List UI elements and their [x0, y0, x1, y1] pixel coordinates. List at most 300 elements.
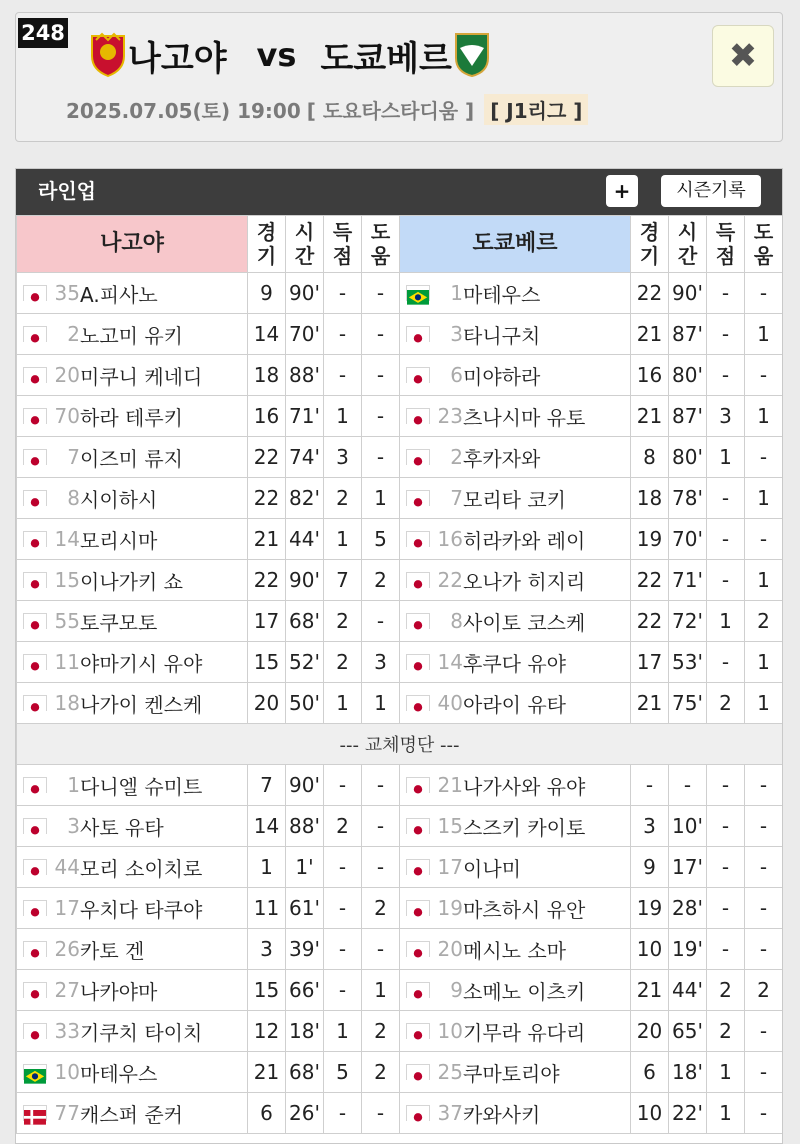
- games-cell: 17: [248, 601, 286, 642]
- home-team-column: 나고야: [17, 216, 248, 273]
- player-cell[interactable]: [17, 806, 248, 847]
- minutes-column: 시 간: [286, 216, 324, 273]
- table-row: [17, 929, 783, 970]
- player-cell[interactable]: [400, 765, 631, 806]
- minutes-cell: -: [669, 765, 707, 806]
- player-cell[interactable]: [400, 601, 631, 642]
- player-name[interactable]: 하라 테루키: [80, 405, 183, 430]
- minutes-cell: 17': [669, 847, 707, 888]
- table-row: [17, 519, 783, 560]
- nagoya-crest-icon: [88, 32, 128, 78]
- japan-flag-icon: [23, 572, 47, 588]
- player-number: 7: [67, 445, 80, 469]
- assists-cell: -: [362, 273, 400, 314]
- player-number: 9: [450, 978, 463, 1002]
- japan-flag-icon: [406, 490, 430, 506]
- player-number: 18: [54, 691, 80, 715]
- player-name[interactable]: A.피사노: [80, 282, 158, 307]
- player-number: 7: [450, 486, 463, 510]
- goals-cell: -: [324, 847, 362, 888]
- player-number: 2: [67, 322, 80, 346]
- games-column: 경 기: [631, 216, 669, 273]
- games-cell: 21: [631, 970, 669, 1011]
- games-cell: 16: [248, 396, 286, 437]
- player-number: 70: [54, 404, 80, 428]
- minutes-cell: 28': [669, 888, 707, 929]
- minutes-cell: 26': [286, 1093, 324, 1134]
- assists-cell: 2: [362, 888, 400, 929]
- assists-cell: -: [362, 396, 400, 437]
- player-name[interactable]: 카토 겐: [80, 938, 145, 963]
- player-cell[interactable]: [400, 273, 631, 314]
- games-column: 경 기: [248, 216, 286, 273]
- japan-flag-icon: [406, 326, 430, 342]
- japan-flag-icon: [406, 777, 430, 793]
- table-row: [17, 765, 783, 806]
- player-number: 17: [54, 896, 80, 920]
- assists-cell: -: [362, 765, 400, 806]
- player-name[interactable]: 나가이 켄스케: [80, 692, 203, 717]
- japan-flag-icon: [406, 1023, 430, 1039]
- away-team-name: 도쿄베르: [320, 38, 452, 79]
- player-name[interactable]: 후쿠다 유야: [463, 651, 566, 676]
- player-name[interactable]: 사토 유타: [80, 815, 164, 840]
- goals-cell: -: [707, 560, 745, 601]
- assists-cell: -: [362, 1093, 400, 1134]
- assists-cell: -: [362, 929, 400, 970]
- player-cell[interactable]: [17, 478, 248, 519]
- japan-flag-icon: [406, 449, 430, 465]
- minutes-cell: 90': [286, 560, 324, 601]
- assists-cell: 1: [745, 642, 783, 683]
- minutes-cell: 44': [286, 519, 324, 560]
- assists-cell: -: [362, 806, 400, 847]
- player-number: 1: [450, 281, 463, 305]
- goals-cell: -: [707, 478, 745, 519]
- table-row: [17, 273, 783, 314]
- table-row: [17, 1052, 783, 1093]
- goals-cell: -: [707, 847, 745, 888]
- player-name[interactable]: 소메노 이츠키: [463, 979, 586, 1004]
- player-cell[interactable]: [17, 314, 248, 355]
- minutes-cell: 70': [669, 519, 707, 560]
- player-cell[interactable]: [400, 314, 631, 355]
- minutes-cell: 88': [286, 355, 324, 396]
- minutes-cell: 39': [286, 929, 324, 970]
- player-cell[interactable]: [400, 355, 631, 396]
- player-cell[interactable]: [400, 929, 631, 970]
- minutes-cell: 90': [286, 765, 324, 806]
- player-cell[interactable]: [17, 970, 248, 1011]
- player-cell[interactable]: [17, 1011, 248, 1052]
- player-cell[interactable]: [17, 519, 248, 560]
- minutes-cell: 70': [286, 314, 324, 355]
- games-cell: 19: [631, 888, 669, 929]
- games-cell: 22: [248, 478, 286, 519]
- table-row: [17, 1011, 783, 1052]
- player-number: 23: [437, 404, 463, 428]
- player-name[interactable]: 우치다 타쿠야: [80, 897, 203, 922]
- assists-cell: -: [745, 806, 783, 847]
- player-name[interactable]: 기쿠치 타이치: [80, 1020, 203, 1045]
- goals-cell: 3: [707, 396, 745, 437]
- japan-flag-icon: [23, 941, 47, 957]
- brazil-flag-icon: [406, 285, 430, 301]
- games-cell: 22: [248, 560, 286, 601]
- player-name[interactable]: 마츠하시 유안: [463, 897, 586, 922]
- minutes-cell: 22': [669, 1093, 707, 1134]
- player-name[interactable]: 나가사와 유야: [463, 774, 586, 799]
- assists-cell: -: [745, 847, 783, 888]
- player-number: 15: [54, 568, 80, 592]
- assists-cell: -: [362, 601, 400, 642]
- player-name[interactable]: 모리타 코키: [463, 487, 566, 512]
- goals-column: 득 점: [707, 216, 745, 273]
- japan-flag-icon: [406, 982, 430, 998]
- minutes-cell: 72': [669, 601, 707, 642]
- player-name[interactable]: 마테우스: [80, 1061, 158, 1086]
- player-cell[interactable]: [17, 929, 248, 970]
- japan-flag-icon: [406, 408, 430, 424]
- games-cell: 21: [631, 396, 669, 437]
- minutes-cell: 78': [669, 478, 707, 519]
- goals-cell: 1: [324, 519, 362, 560]
- player-name[interactable]: 이나가키 쇼: [80, 569, 183, 594]
- player-cell[interactable]: [17, 765, 248, 806]
- minutes-cell: 61': [286, 888, 324, 929]
- assists-cell: 1: [745, 396, 783, 437]
- player-cell[interactable]: [17, 1093, 248, 1134]
- assists-cell: -: [745, 765, 783, 806]
- games-cell: 6: [631, 1052, 669, 1093]
- player-cell[interactable]: [400, 888, 631, 929]
- player-name[interactable]: 미야하라: [463, 364, 541, 389]
- player-name[interactable]: 캐스퍼 준커: [80, 1102, 183, 1127]
- games-cell: 1: [248, 847, 286, 888]
- table-row: [17, 437, 783, 478]
- games-cell: 16: [631, 355, 669, 396]
- match-info-line: [66, 94, 588, 125]
- games-cell: 22: [631, 273, 669, 314]
- minutes-cell: 87': [669, 396, 707, 437]
- assists-cell: -: [362, 847, 400, 888]
- games-cell: 12: [248, 1011, 286, 1052]
- player-cell[interactable]: [400, 970, 631, 1011]
- table-row: [17, 478, 783, 519]
- goals-cell: -: [324, 273, 362, 314]
- minutes-cell: 19': [669, 929, 707, 970]
- games-cell: 14: [248, 806, 286, 847]
- minutes-cell: 53': [669, 642, 707, 683]
- games-cell: 18: [631, 478, 669, 519]
- goals-cell: -: [707, 519, 745, 560]
- japan-flag-icon: [406, 1064, 430, 1080]
- games-cell: 18: [248, 355, 286, 396]
- goals-cell: -: [324, 888, 362, 929]
- player-name[interactable]: 다니엘 슈미트: [80, 774, 203, 799]
- table-row: [17, 601, 783, 642]
- japan-flag-icon: [406, 941, 430, 957]
- minutes-cell: 50': [286, 683, 324, 724]
- assists-cell: -: [745, 273, 783, 314]
- player-cell[interactable]: [17, 560, 248, 601]
- table-row: [17, 847, 783, 888]
- lineup-title: 라인업: [38, 179, 96, 203]
- minutes-cell: 52': [286, 642, 324, 683]
- games-cell: 11: [248, 888, 286, 929]
- assists-column: 도 움: [745, 216, 783, 273]
- goals-cell: -: [324, 355, 362, 396]
- goals-cell: 2: [707, 1011, 745, 1052]
- table-row: [17, 1093, 783, 1134]
- games-cell: 21: [248, 1052, 286, 1093]
- player-name[interactable]: 스즈키 카이토: [463, 815, 586, 840]
- games-cell: 20: [248, 683, 286, 724]
- japan-flag-icon: [23, 449, 47, 465]
- player-name[interactable]: 미쿠니 케네디: [80, 364, 203, 389]
- goals-cell: -: [707, 314, 745, 355]
- goals-cell: 2: [707, 683, 745, 724]
- player-cell[interactable]: [17, 847, 248, 888]
- minutes-cell: 68': [286, 601, 324, 642]
- player-cell[interactable]: [400, 683, 631, 724]
- close-button[interactable]: [712, 25, 774, 87]
- goals-cell: 3: [324, 437, 362, 478]
- assists-cell: 1: [362, 970, 400, 1011]
- goals-cell: -: [707, 355, 745, 396]
- player-cell[interactable]: [400, 560, 631, 601]
- assists-cell: -: [745, 355, 783, 396]
- player-name[interactable]: 토쿠모토: [80, 610, 158, 635]
- minutes-cell: 80': [669, 437, 707, 478]
- assists-cell: 1: [362, 683, 400, 724]
- minutes-cell: 75': [669, 683, 707, 724]
- minutes-cell: 18': [286, 1011, 324, 1052]
- minutes-cell: 90': [669, 273, 707, 314]
- goals-cell: -: [707, 806, 745, 847]
- assists-cell: 2: [362, 1052, 400, 1093]
- player-cell[interactable]: [400, 1011, 631, 1052]
- player-number: 8: [67, 486, 80, 510]
- away-team-column: 도쿄베르: [400, 216, 631, 273]
- goals-cell: 2: [324, 478, 362, 519]
- goals-cell: 2: [324, 601, 362, 642]
- player-cell[interactable]: [400, 478, 631, 519]
- player-name[interactable]: 기무라 유다리: [463, 1020, 586, 1045]
- games-cell: 14: [248, 314, 286, 355]
- player-name[interactable]: 츠나시마 유토: [463, 405, 586, 430]
- player-name[interactable]: 모리시마: [80, 528, 158, 553]
- player-cell[interactable]: [400, 396, 631, 437]
- player-cell[interactable]: [400, 847, 631, 888]
- tokyo-verdy-crest-icon: [452, 32, 492, 78]
- table-row: [17, 970, 783, 1011]
- home-team-name: 나고야: [128, 38, 227, 79]
- player-cell[interactable]: [400, 437, 631, 478]
- japan-flag-icon: [406, 572, 430, 588]
- goals-cell: 1: [324, 1011, 362, 1052]
- minutes-cell: 68': [286, 1052, 324, 1093]
- games-cell: 3: [248, 929, 286, 970]
- assists-cell: -: [745, 888, 783, 929]
- games-cell: 7: [248, 765, 286, 806]
- player-number: 8: [450, 609, 463, 633]
- player-number: 10: [54, 1060, 80, 1084]
- japan-flag-icon: [23, 777, 47, 793]
- player-number: 1: [67, 773, 80, 797]
- player-name[interactable]: 메시노 소마: [463, 938, 566, 963]
- player-number: 27: [54, 978, 80, 1002]
- assists-cell: 1: [745, 560, 783, 601]
- denmark-flag-icon: [23, 1105, 47, 1121]
- goals-cell: -: [324, 765, 362, 806]
- assists-cell: -: [745, 1052, 783, 1093]
- goals-cell: -: [707, 765, 745, 806]
- assists-cell: -: [745, 929, 783, 970]
- player-cell[interactable]: [400, 806, 631, 847]
- assists-cell: -: [362, 355, 400, 396]
- player-name[interactable]: 이나미: [463, 856, 521, 881]
- vs-label: vs: [256, 36, 297, 74]
- minutes-cell: 10': [669, 806, 707, 847]
- japan-flag-icon: [23, 408, 47, 424]
- table-row: [17, 683, 783, 724]
- japan-flag-icon: [406, 531, 430, 547]
- season-record-button[interactable]: 시즌기록: [661, 175, 761, 207]
- assists-cell: -: [745, 519, 783, 560]
- assists-cell: -: [745, 437, 783, 478]
- goals-cell: 2: [324, 642, 362, 683]
- player-number: 19: [437, 896, 463, 920]
- player-number: 55: [54, 609, 80, 633]
- player-number: 2: [450, 445, 463, 469]
- games-cell: 9: [631, 847, 669, 888]
- japan-flag-icon: [23, 818, 47, 834]
- subs-divider: --- 교체명단 ---: [17, 724, 783, 765]
- player-cell[interactable]: [17, 396, 248, 437]
- player-cell[interactable]: [17, 355, 248, 396]
- player-name[interactable]: 후카자와: [463, 446, 541, 471]
- player-cell[interactable]: [17, 273, 248, 314]
- player-name[interactable]: 노고미 유키: [80, 323, 183, 348]
- japan-flag-icon: [406, 818, 430, 834]
- assists-cell: 1: [745, 683, 783, 724]
- assists-cell: 2: [745, 970, 783, 1011]
- goals-cell: -: [707, 273, 745, 314]
- player-number: 35: [54, 281, 80, 305]
- player-name[interactable]: 히라카와 레이: [463, 528, 586, 553]
- player-name[interactable]: 사이토 코스케: [463, 610, 586, 635]
- match-number-badge: 248: [18, 18, 68, 48]
- goals-cell: 2: [324, 806, 362, 847]
- goals-cell: -: [707, 929, 745, 970]
- player-number: 15: [437, 814, 463, 838]
- minutes-cell: 18': [669, 1052, 707, 1093]
- games-cell: 15: [248, 642, 286, 683]
- plus-button[interactable]: +: [606, 175, 638, 207]
- japan-flag-icon: [23, 654, 47, 670]
- player-name[interactable]: 이즈미 류지: [80, 446, 183, 471]
- player-number: 77: [54, 1101, 80, 1125]
- japan-flag-icon: [23, 1023, 47, 1039]
- subs-divider-row: [17, 724, 783, 765]
- japan-flag-icon: [23, 326, 47, 342]
- player-name[interactable]: 마테우스: [463, 282, 541, 307]
- player-name[interactable]: 쿠마토리야: [463, 1061, 560, 1086]
- player-name[interactable]: 오나가 히지리: [463, 569, 586, 594]
- japan-flag-icon: [406, 900, 430, 916]
- games-cell: 21: [631, 314, 669, 355]
- player-cell[interactable]: [17, 1052, 248, 1093]
- player-name[interactable]: 시이하시: [80, 487, 158, 512]
- assists-column: 도 움: [362, 216, 400, 273]
- goals-cell: 1: [707, 601, 745, 642]
- games-cell: 10: [631, 1093, 669, 1134]
- player-name[interactable]: 야마기시 유야: [80, 651, 203, 676]
- player-name[interactable]: 아라이 유타: [463, 692, 566, 717]
- table-row: [17, 642, 783, 683]
- player-number: 26: [54, 937, 80, 961]
- player-cell[interactable]: [17, 601, 248, 642]
- goals-column: 득 점: [324, 216, 362, 273]
- games-cell: 17: [631, 642, 669, 683]
- player-cell[interactable]: [400, 519, 631, 560]
- player-cell[interactable]: [400, 1052, 631, 1093]
- minutes-column: 시 간: [669, 216, 707, 273]
- games-cell: 22: [248, 437, 286, 478]
- goals-cell: 1: [324, 396, 362, 437]
- table-row: [17, 560, 783, 601]
- player-number: 20: [437, 937, 463, 961]
- games-cell: 6: [248, 1093, 286, 1134]
- player-name[interactable]: 카와사키: [463, 1102, 541, 1127]
- japan-flag-icon: [23, 695, 47, 711]
- goals-cell: 5: [324, 1052, 362, 1093]
- player-number: 20: [54, 363, 80, 387]
- assists-cell: 3: [362, 642, 400, 683]
- player-name[interactable]: 타니구치: [463, 323, 541, 348]
- player-cell[interactable]: [17, 888, 248, 929]
- player-name[interactable]: 나카야마: [80, 979, 158, 1004]
- player-number: 40: [437, 691, 463, 715]
- minutes-cell: 87': [669, 314, 707, 355]
- player-cell[interactable]: [400, 1093, 631, 1134]
- goals-cell: -: [324, 929, 362, 970]
- games-cell: 22: [631, 601, 669, 642]
- japan-flag-icon: [406, 695, 430, 711]
- japan-flag-icon: [23, 982, 47, 998]
- player-name[interactable]: 모리 소이치로: [80, 856, 203, 881]
- games-cell: 20: [631, 1011, 669, 1052]
- player-cell[interactable]: [400, 642, 631, 683]
- player-number: 10: [437, 1019, 463, 1043]
- player-cell[interactable]: [17, 642, 248, 683]
- goals-cell: 1: [707, 437, 745, 478]
- games-cell: 8: [631, 437, 669, 478]
- player-cell[interactable]: [17, 683, 248, 724]
- goals-cell: -: [707, 642, 745, 683]
- player-cell[interactable]: [17, 437, 248, 478]
- goals-cell: 1: [324, 683, 362, 724]
- japan-flag-icon: [23, 531, 47, 547]
- table-row: [17, 806, 783, 847]
- assists-cell: 2: [362, 1011, 400, 1052]
- player-number: 3: [67, 814, 80, 838]
- assists-cell: 2: [745, 601, 783, 642]
- league-tag[interactable]: [ J1리그 ]: [484, 94, 588, 125]
- stadium-label: [ 도요타스타디움 ]: [306, 99, 475, 123]
- japan-flag-icon: [406, 859, 430, 875]
